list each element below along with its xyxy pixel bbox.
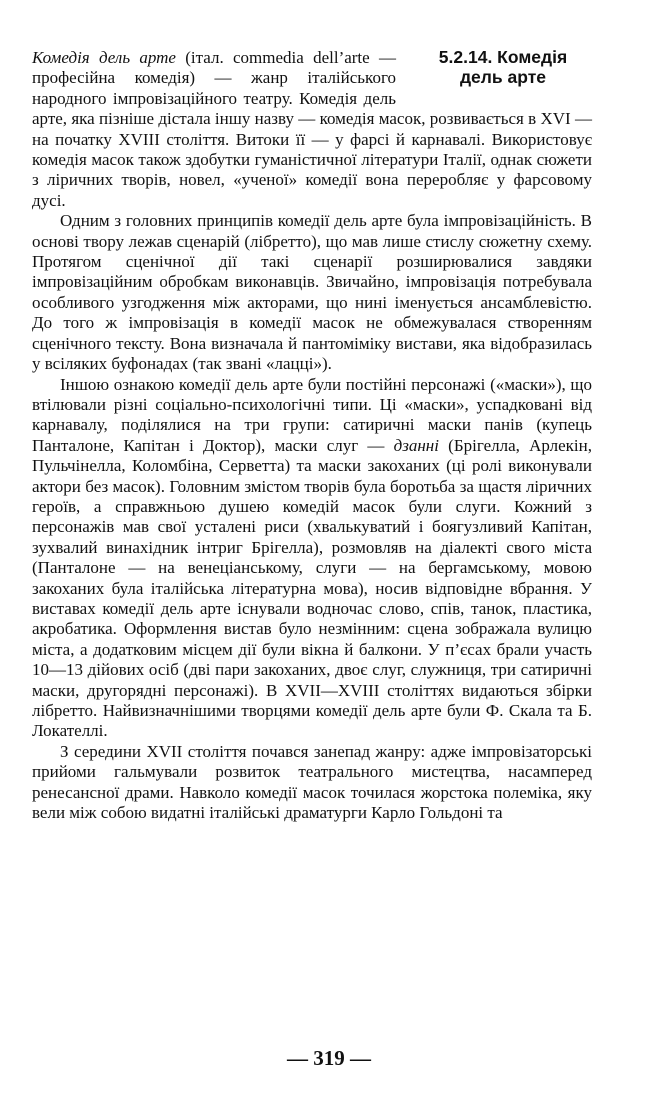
- paragraph-masks-text-after: (Брігелла, Арлекін, Пульчінелла, Коломбіна, Серветта) та маски закоханих (ці ролі виконували актори без масок). Головним змістом творів була боротьба за щастя ліричних героїв, а справжньою душею комедій масок були слуги. Кожний з персонажів мав свої усталені риси (хвалькуватий і боягузливий Капітан, зухвалий винахідник інтриг Брігелла), розмовляв на діалекті свого міста (Панталоне — на венеціанському, слуги — на бергамському, мовою закоханих була італійська літературна мова), носив відповідне вбрання. У виставах комедії дель арте існували водночас слово, спів, танок, пластика, акробатика. Оформлення вистав було незмінним: сцена зображала вулицю міста, а додатковим місцем дії були вікна й балкони. У п’єсах брали участь 10—13 дійових осіб (дві пари закоханих, двоє слуг, служниця, три сатиричні маски, другорядні персонажі). В XVII—XVIII століттях видаються збірки лібретто. Найвизначнішими творцями комедії дель арте були Ф. Скала та Б. Локателлі.: [32, 435, 592, 741]
- paragraph-masks: [32, 375, 592, 742]
- section-heading-line-1: 5.2.14. Комедія: [438, 47, 568, 67]
- section-heading: [414, 47, 592, 87]
- paragraph-improvisation: Одним з головних принципів комедії дель арте була імпровізаційність. В основі твору лежав сценарій (лібретто), що мав лише стислу сюжетну схему. Протягом сценічної дії такі сценарії розширювалися завдяки імпровізаційним обробкам виконавців. Звичайно, імпровізація потребувала особливого узгодження між акторами, що нині іменується ансамблевістю. До того ж імпровізація в комедії масок не обмежувалася створенням сценічного тексту. Вона визначала й пантоміміку вистави, яка відобразилась у всіляких буфонадах (так звані «лацці»).: [32, 211, 592, 374]
- paragraph-masks-text-before: Іншою ознакою комедії дель арте були постійні персонажі («маски»), що втілювали різні соціально-психологічні типи. Ці «маски», успадковані від карнавалу, поділялися на три групи: сатиричні маски панів (купець Панталоне, Капітан і Доктор), маски слуг —: [32, 374, 592, 455]
- paragraph-decline: З середини XVII століття почався занепад жанру: адже імпровізаторські прийоми гальмували розвиток театрального мистецтва, насамперед ренесансної драми. Навколо комедії масок точилася жорстока полеміка, яку вели між собою видатні італійські драматурги Карло Гольдоні та: [32, 741, 592, 823]
- page-number: — 319 —: [287, 1046, 371, 1070]
- term-dzanni: дзанні: [393, 435, 439, 455]
- paragraph-definition-text: (італ. commedia dell’arte — професійна комедія) — жанр італійського народного імпровізаційного театру. Комедія дель арте, яка пізніше дістала іншу назву — комедія масок, розвивається в XVI — на початку XVIII століття. Витоки її — у фарсі й карнавалі. Використовує комедія масок також здобутки гуманістичної літератури Італії, однак сюжети з ліричних творів, новел, «ученої» комедії вона переробляє у фарсовому дусі.: [32, 48, 592, 210]
- section-heading-line-2: дель арте: [459, 67, 547, 87]
- term-italic: Комедія дель арте: [32, 48, 176, 67]
